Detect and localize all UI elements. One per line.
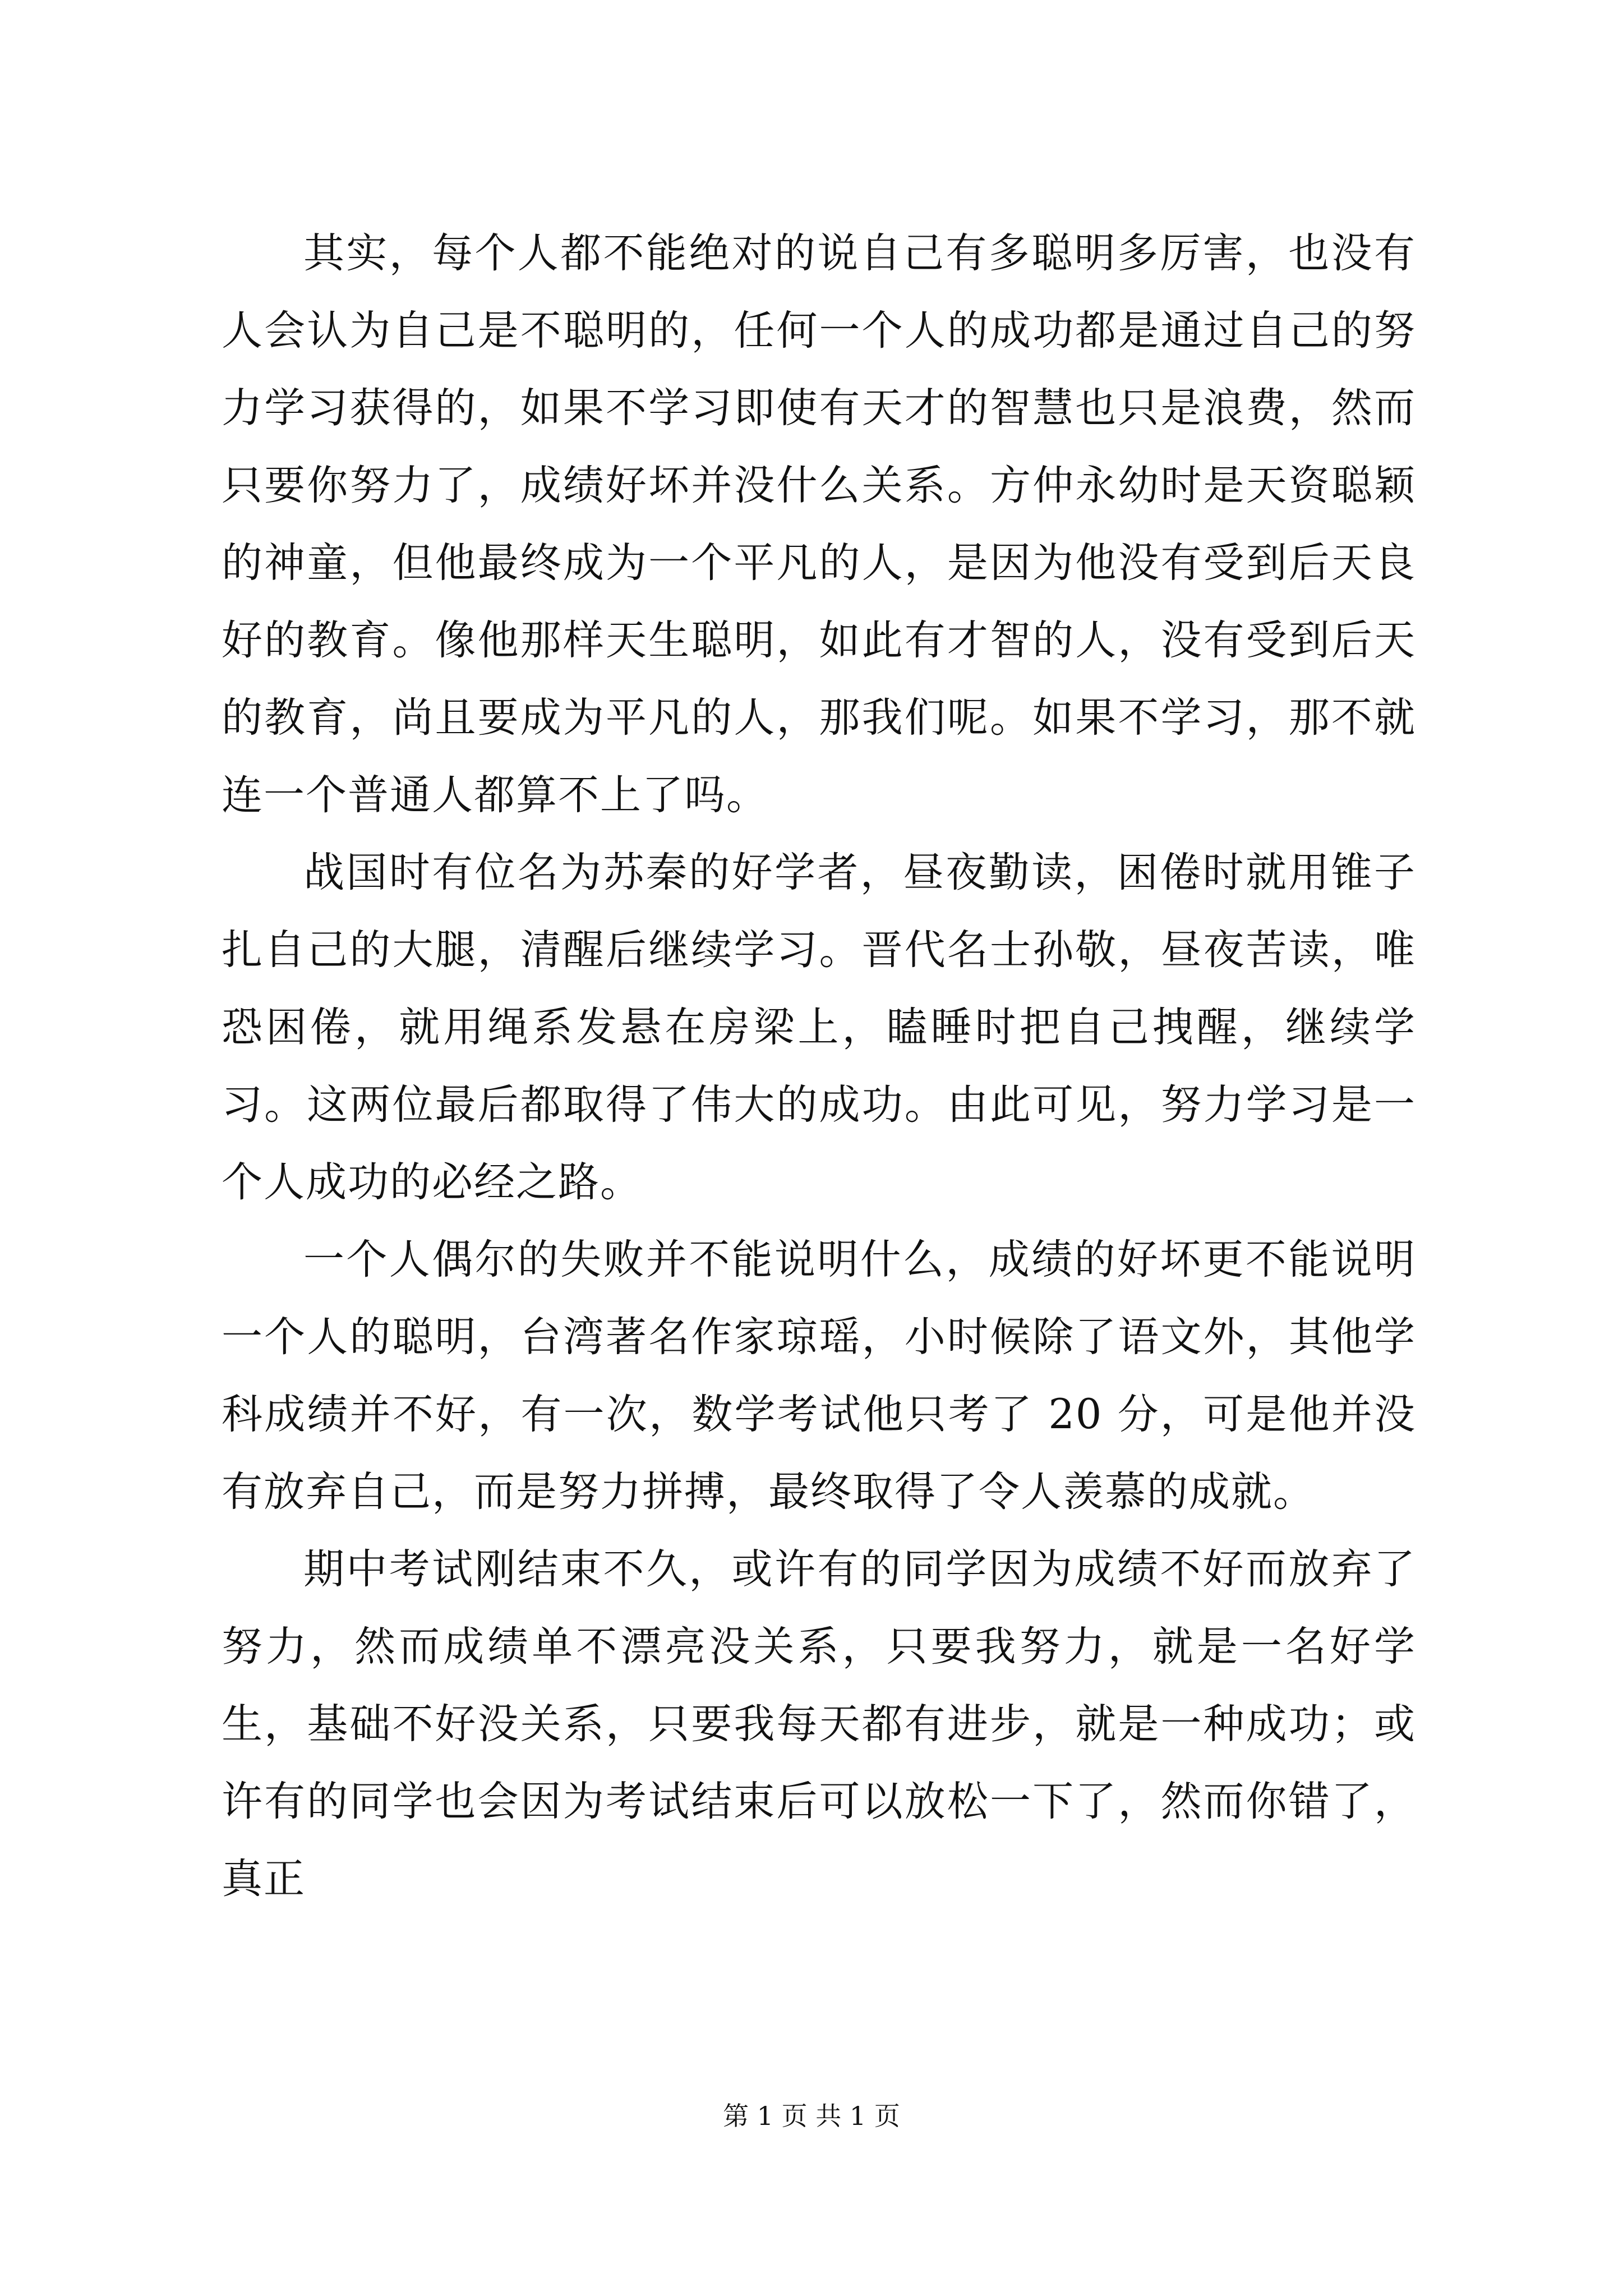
- paragraph-1: 其实，每个人都不能绝对的说自己有多聪明多厉害，也没有人会认为自己是不聪明的，任何一个人的成功都是通过自己的努力学习获得的，如果不学习即使有天才的智慧也只是浪费，然而只要你努力了，成绩好坏并没什么关系。方仲永幼时是天资聪颖的神童，但他最终成为一个平凡的人，是因为他没有受到后天良好的教育。像他那样天生聪明，如此有才智的人，没有受到后天的教育，尚且要成为平凡的人，那我们呢。如果不学习，那不就连一个普通人都算不上了吗。: [222, 229, 1416, 819]
- paragraph-2: 战国时有位名为苏秦的好学者，昼夜勤读，困倦时就用锥子扎自己的大腿，清醒后继续学习。晋代名士孙敬，昼夜苦读，唯恐困倦，就用绳系发悬在房梁上，瞌睡时把自己拽醒，继续学习。这两位最后都取得了伟大的成功。由此可见，努力学习是一个人成功的必经之路。: [222, 849, 1416, 1206]
- document-body: [222, 215, 1416, 1918]
- paragraph-3: 一个人偶尔的失败并不能说明什么，成绩的好坏更不能说明一个人的聪明，台湾著名作家琼瑶，小时候除了语文外，其他学科成绩并不好，有一次，数学考试他只考了 20 分，可是他并没有放弃自己，而是努力拼搏，最终取得了令人羡慕的成就。: [222, 1236, 1416, 1516]
- page-footer: 第 1 页 共 1 页: [723, 2101, 900, 2131]
- paragraph-4: 期中考试刚结束不久，或许有的同学因为成绩不好而放弃了努力，然而成绩单不漂亮没关系，只要我努力，就是一名好学生，基础不好没关系，只要我每天都有进步，就是一种成功；或许有的同学也会因为考试结束后可以放松一下了，然而你错了，真正: [222, 1545, 1416, 1903]
